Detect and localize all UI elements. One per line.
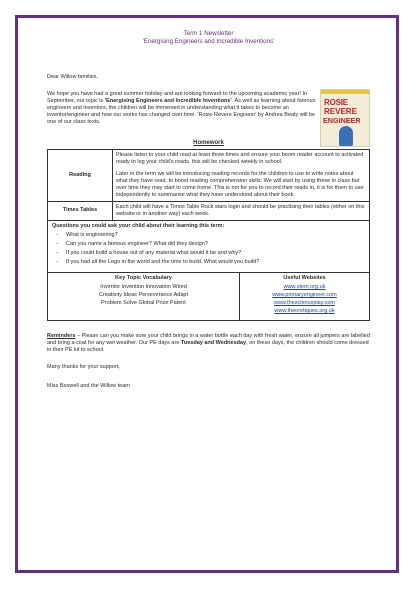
key-topic-vocabulary: [48, 273, 240, 320]
vocabulary-heading: Key Topic Vocabulary: [115, 275, 172, 282]
intro-paragraph: [47, 91, 317, 126]
book-title-line-2: REVERE: [324, 106, 357, 116]
reading-details: [113, 149, 370, 201]
table-row: [48, 149, 370, 201]
reminders-text-2: , on these days, the children should come dressed in their PE kit to school.: [47, 340, 369, 354]
intro-section: [47, 91, 370, 126]
website-link-stem[interactable]: www.stem.org.uk: [283, 284, 326, 291]
row-label-reading: Reading: [48, 149, 113, 201]
list-item: - If you could build a house out of any material what would it be and why?: [52, 250, 365, 257]
vocabulary-line: Creativity Ideas Perseverance Adapt: [99, 292, 188, 299]
websites-heading: Useful Websites: [283, 275, 326, 282]
vocabulary-line: Problem Solve Global Prize Patent: [101, 300, 186, 307]
newsletter-title: Term 1 Newsletter: [183, 30, 234, 37]
list-item: - If you had all the Lego in the world and the time to build. What would you build?: [52, 259, 365, 266]
greeting: Dear Willow families,: [47, 73, 99, 80]
list-item: - What is engineering?: [52, 232, 365, 239]
questions-list: [52, 232, 365, 266]
book-cover-image: [320, 89, 370, 147]
website-link-primary-engineer[interactable]: www.primaryengineer.com: [272, 292, 337, 299]
row-label-times-tables: Times Tables: [48, 201, 113, 220]
table-row: [48, 201, 370, 220]
useful-websites: [240, 273, 369, 320]
intro-text-1: We hope you have had a great summer holiday and are looking forward to the upcoming academic year! In September, our topic is: [47, 90, 308, 104]
times-tables-paragraph: Each child will have a Times Table Rock stars login and should be practising their tables (either on this website or in another way) each week.: [116, 203, 365, 217]
signoff-line: Miss Beswell and the Willow team: [47, 383, 130, 390]
intro-topic: 'Energising Engineers and Incredible Inventions': [104, 97, 232, 104]
reminders-paragraph: [47, 333, 370, 354]
newsletter-content: [47, 30, 370, 396]
website-link-science-play[interactable]: www.thescienceplay.com: [273, 300, 336, 307]
book-title-line-3: ENGINEER: [323, 115, 361, 125]
book-cover-stripe: [321, 90, 370, 94]
newsletter-subtitle: 'Energising Engineers and Incredible Inventions': [142, 37, 275, 45]
vocabulary-websites-section: [47, 273, 370, 321]
list-item: - Can you name a famous engineer? What did they design?: [52, 241, 365, 248]
homework-heading: Homework: [193, 140, 224, 147]
homework-table: [47, 149, 370, 221]
vocabulary-line: Inventor Invention Innovation Wired: [100, 284, 187, 291]
book-illustration: [339, 126, 353, 146]
intro-text-2: . As well as learning about famous engineers and inventors, the children will be immersed in understanding what it takes to become an inventor/engineer and how our works has changed over time. 'Rosie Revere Engineer' by Andrea Beaty will be one of our class texts.: [47, 97, 316, 126]
reminders-text-1: – Please can you make sure your child brings in a water bottle each day with fresh water, ensure all jumpers are labelled and bring a coat for any wet weather. Our PE days are: [47, 333, 370, 347]
questions-section: [47, 221, 370, 273]
reading-paragraph-2: Later in the term we will be introducing reading records for the children to use to write notes about what they have read, to boost reading comprehension skills. We will start by using these in class but over time they may start to come home. This is not for you to record their reads in, it is for them to use independently to summarise what they have understood about their book.: [116, 170, 364, 198]
reminders-label: Reminders: [47, 333, 76, 340]
thanks-line: Many thanks for your support,: [47, 364, 120, 371]
reading-paragraph-1: Please listen to your child read at least three times and ensure your boom reader account to activated ready to log your child's reads, this will be checked weekly in school.: [116, 151, 364, 165]
pe-days: Tuesday and Wednesday: [180, 340, 247, 347]
questions-heading: Questions you could ask your child about their learning this term:: [52, 222, 225, 229]
times-tables-details: [113, 201, 370, 220]
website-link-theoretiques[interactable]: www.theoretiques.org.uk: [274, 308, 335, 315]
book-title-line-1: ROSIE: [324, 97, 348, 107]
